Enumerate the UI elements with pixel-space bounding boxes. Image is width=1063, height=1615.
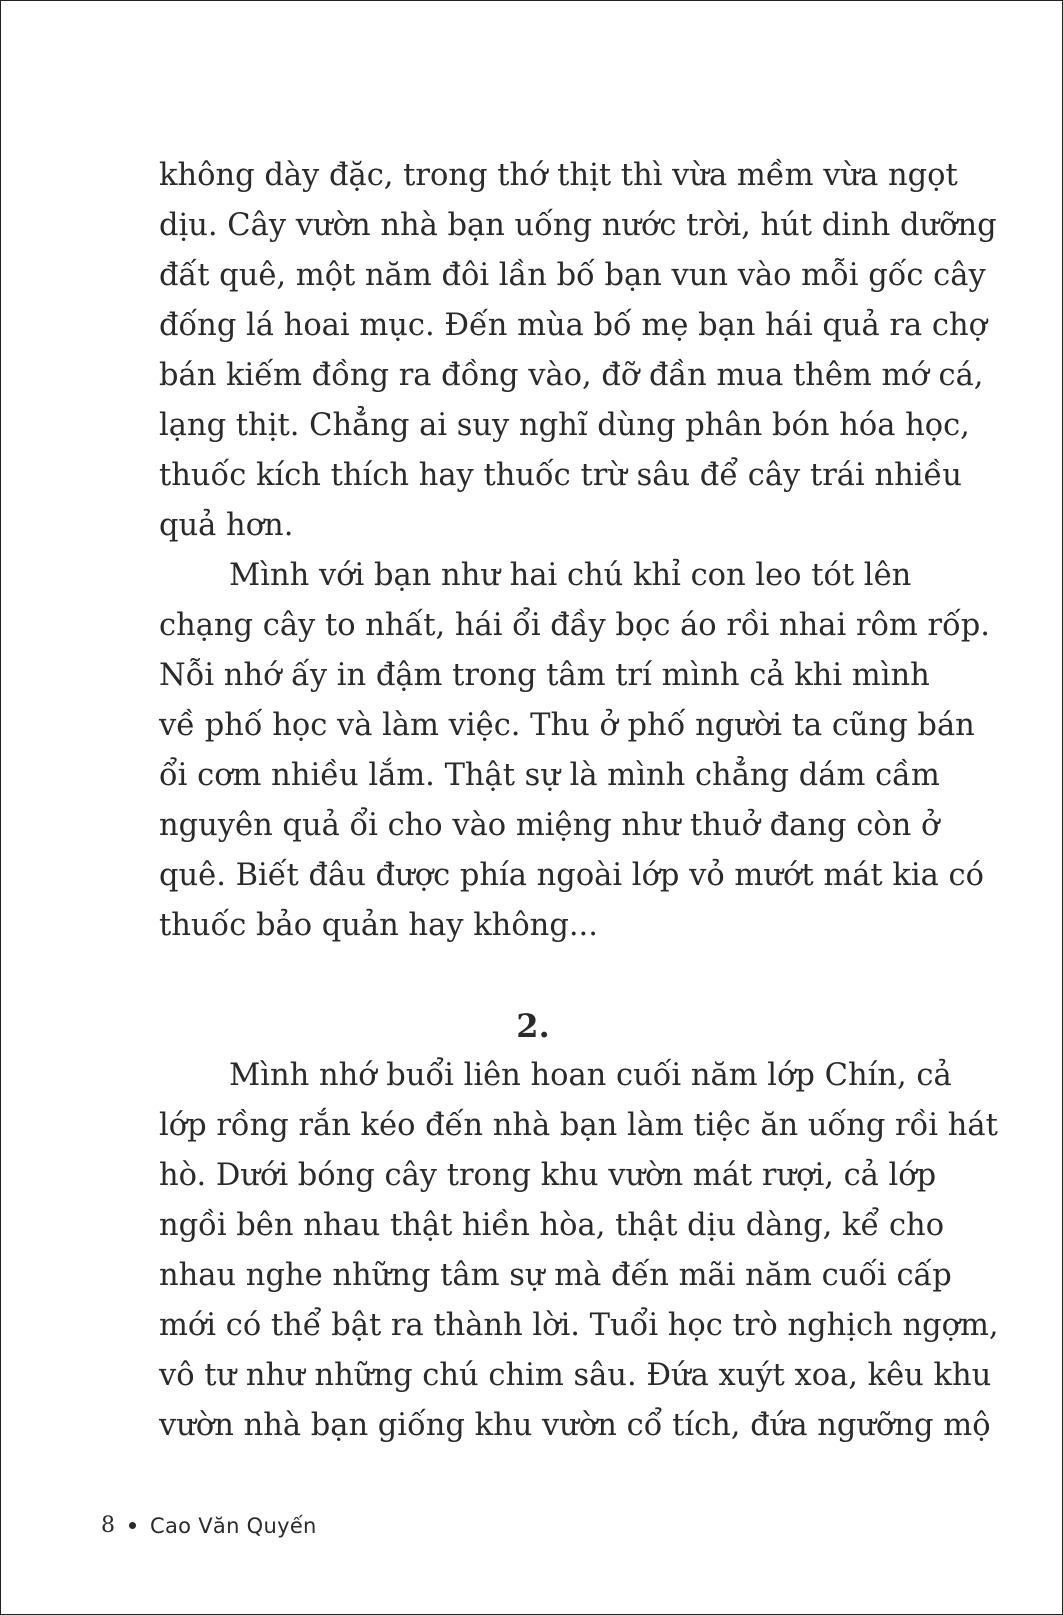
text-line: ổi cơm nhiều lắm. Thật sự là mình chẳng dám cầm <box>159 758 940 793</box>
text-line: Nỗi nhớ ấy in đậm trong tâm trí mình cả khi mình <box>159 658 930 693</box>
text-line: thuốc kích thích hay thuốc trừ sâu để cây trái nhiều <box>159 458 962 493</box>
text-line: Mình nhớ buổi liên hoan cuối năm lớp Chín, cả <box>229 1058 952 1093</box>
text-line: nhau nghe những tâm sự mà đến mãi năm cuối cấp <box>159 1258 952 1293</box>
paragraph-3 <box>159 1051 999 1451</box>
text-line: vườn nhà bạn giống khu vườn cổ tích, đứa ngưỡng mộ <box>159 1408 991 1443</box>
text-line: không dày đặc, trong thớ thịt thì vừa mềm vừa ngọt <box>159 158 958 193</box>
text-line: đống lá hoai mục. Đến mùa bố mẹ bạn hái quả ra chợ <box>159 308 987 343</box>
text-line: đất quê, một năm đôi lần bố bạn vun vào mỗi gốc cây <box>159 258 986 293</box>
text-line: bán kiếm đồng ra đồng vào, đỡ đần mua thêm mớ cá, <box>159 358 984 393</box>
text-line: lớp rồng rắn kéo đến nhà bạn làm tiệc ăn uống rồi hát <box>159 1108 998 1143</box>
paragraph-1 <box>159 151 997 551</box>
paragraph-2 <box>159 551 990 951</box>
bullet-separator-icon <box>129 1522 136 1529</box>
text-line: quê. Biết đâu được phía ngoài lớp vỏ mướt mát kia có <box>159 858 984 893</box>
page-footer <box>101 1513 317 1538</box>
section-spacer <box>159 951 907 1001</box>
text-line: chạng cây to nhất, hái ổi đầy bọc áo rồi nhai rôm rốp. <box>159 608 990 643</box>
text-line: lạng thịt. Chẳng ai suy nghĩ dùng phân bón hóa học, <box>159 408 970 443</box>
text-line: thuốc bảo quản hay không... <box>159 908 598 943</box>
text-line: Mình với bạn như hai chú khỉ con leo tót lên <box>229 558 912 593</box>
text-line: về phố học và làm việc. Thu ở phố người ta cũng bán <box>159 708 975 743</box>
section-heading: 2. <box>516 1007 550 1045</box>
text-line: vô tư như những chú chim sâu. Đứa xuýt xoa, kêu khu <box>159 1358 992 1393</box>
text-line: mới có thể bật ra thành lời. Tuổi học trò nghịch ngợm, <box>159 1308 999 1343</box>
author-name: Cao Văn Quyến <box>150 1513 317 1538</box>
text-line: nguyên quả ổi cho vào miệng như thuở đang còn ở <box>159 808 940 843</box>
page-number: 8 <box>101 1513 115 1538</box>
body-text <box>159 151 999 1451</box>
text-line: ngồi bên nhau thật hiền hòa, thật dịu dàng, kể cho <box>159 1208 945 1243</box>
text-line: hò. Dưới bóng cây trong khu vườn mát rượi, cả lớp <box>159 1158 937 1193</box>
text-line: dịu. Cây vườn nhà bạn uống nước trời, hút dinh dưỡng <box>159 208 997 243</box>
text-line: quả hơn. <box>159 508 294 543</box>
